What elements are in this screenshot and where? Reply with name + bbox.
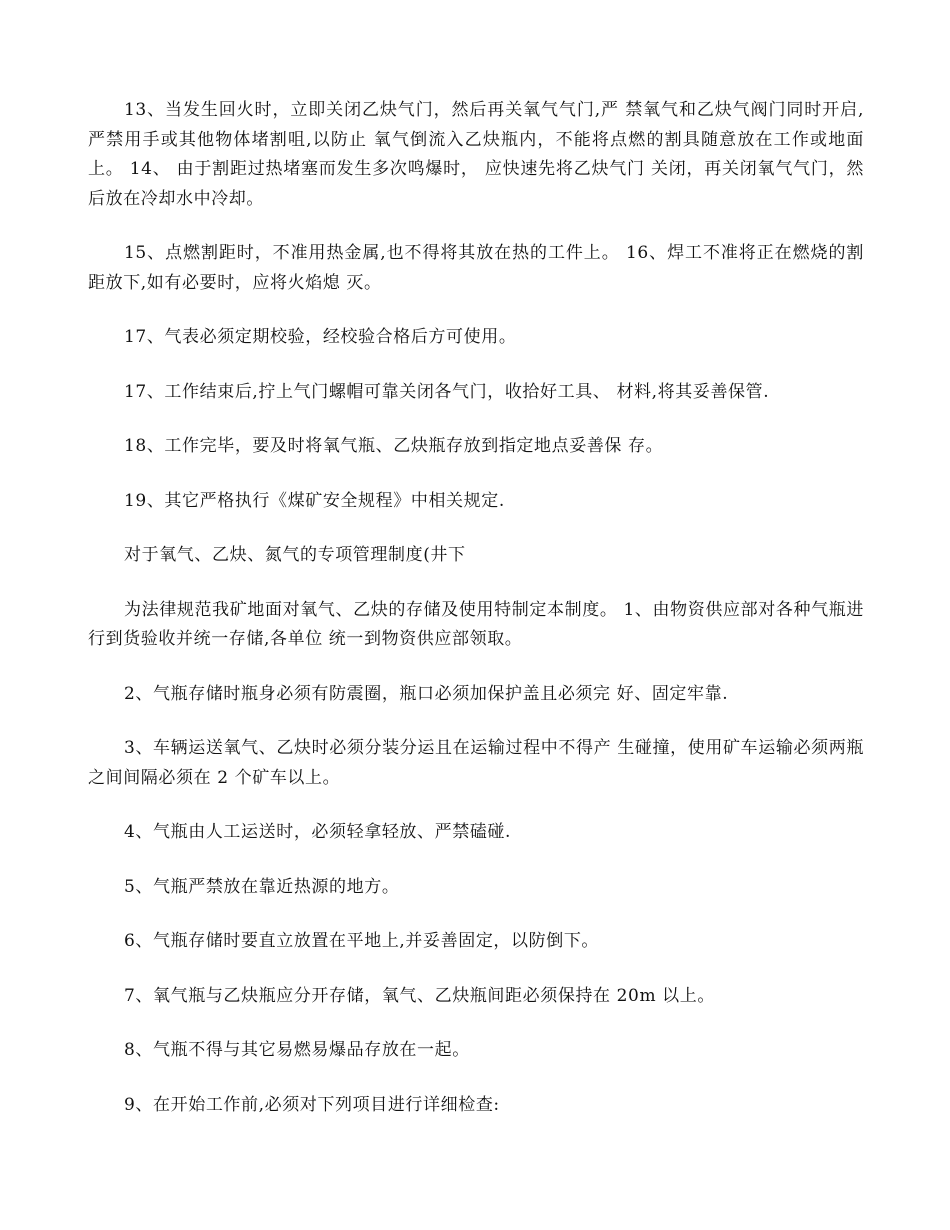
document-body [88,96,864,1145]
paragraph-18-storage: 18、工作完毕，要及时将氧气瓶、乙炔瓶存放到指定地点妥善保 存。 [124,436,664,456]
paragraph-15-ignition: 15、点燃割距时，不准用热金属,也不得将其放在热的工件上。 16、焊工不准将正在燃烧的割距放下,如有必要时，应将火焰熄 灭。 [88,243,864,293]
paragraph-4: 4、气瓶由人工运送时，必须轻拿轻放、严禁磕碰. [124,822,512,842]
paragraph-13-backfire: 13、当发生回火时，立即关闭乙炔气门，然后再关氧气气门,严 禁氧气和乙炔气阀门同时开启,严禁用手或其他物体堵割咀,以防止 氧气倒流入乙炔瓶内，不能将点燃的割具随意放在工作或地面上。 14、 由于割距过热堵塞而发生多次鸣爆时， 应快速先将乙炔气门 关闭，再关闭氧气气门，然后放在冷却水中冷却。 [88,100,864,209]
paragraph-6: 6、气瓶存储时要直立放置在平地上,并妥善固定，以防倒下。 [124,931,600,951]
paragraph-7: 7、氧气瓶与乙炔瓶应分开存储，氧气、乙炔瓶间距必须保持在 20m 以上。 [124,985,715,1006]
section-heading: 对于氧气、乙炔、氮气的专项管理制度(井下 [124,545,466,565]
paragraph-19-regulations: 19、其它严格执行《煤矿安全规程》中相关规定. [124,490,505,511]
paragraph-17-work-end: 17、工作结束后,拧上气门螺帽可靠关闭各气门，收拾好工具、 材料,将其妥善保管. [124,381,770,402]
paragraph-5: 5、气瓶严禁放在靠近热源的地方。 [124,876,400,897]
paragraph-intro-1: 为法律规范我矿地面对氧气、乙炔的存储及使用特制定本制度。 1、由物资供应部对各种气瓶进行到货验收并统一存储,各单位 统一到物资供应部领取。 [88,599,864,649]
paragraph-9: 9、在开始工作前,必须对下列项目进行详细检查: [124,1094,500,1115]
paragraph-3: 3、车辆运送氧气、乙炔时必须分装分运且在运输过程中不得产 生碰撞，使用矿车运输必须两瓶之间间隔必须在 2 个矿车以上。 [88,738,864,788]
paragraph-2: 2、气瓶存储时瓶身必须有防震圈，瓶口必须加保护盖且必须完 好、固定牢靠. [124,683,729,704]
paragraph-17-gauge-calibration: 17、气表必须定期校验，经校验合格后方可使用。 [124,327,517,347]
paragraph-8: 8、气瓶不得与其它易燃易爆品存放在一起。 [124,1040,470,1060]
